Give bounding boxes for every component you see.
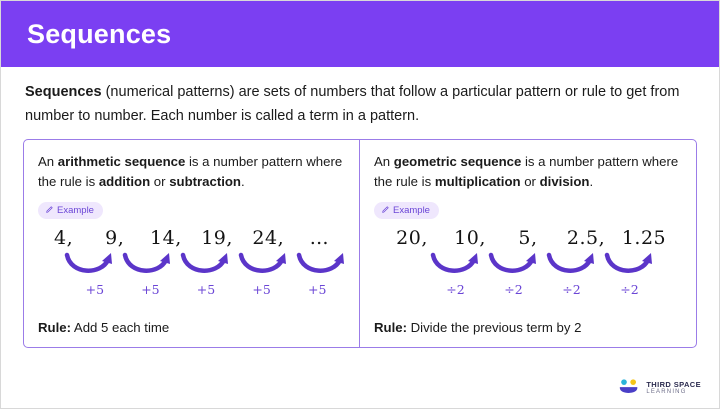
panel-arithmetic bbox=[24, 140, 360, 347]
sequence-operation: ÷2 bbox=[504, 282, 523, 298]
sequence-term: 4, bbox=[54, 227, 74, 250]
footer-logo bbox=[618, 378, 701, 398]
sequence-operations bbox=[374, 282, 682, 297]
arrow-icon bbox=[485, 251, 543, 281]
desc-term: arithmetic sequence bbox=[57, 153, 186, 169]
sequence-geometric bbox=[374, 227, 682, 313]
sequence-operation: ÷2 bbox=[620, 282, 639, 298]
rule-label: Rule: bbox=[374, 319, 407, 335]
arrow-icon bbox=[427, 251, 485, 281]
intro-rest: (numerical patterns) are sets of numbers that follow a particular pattern or rule to get from number to number. Each number is called a term in a pattern. bbox=[25, 84, 680, 124]
sequence-arithmetic bbox=[38, 227, 345, 313]
desc-term: geometric sequence bbox=[393, 153, 522, 169]
sequence-operation: +5 bbox=[85, 282, 105, 298]
sequence-term: 1.25 bbox=[621, 227, 667, 250]
sequence-term: 10, bbox=[454, 227, 486, 250]
third-space-learning-logo-icon bbox=[618, 378, 640, 398]
arrow-icon bbox=[119, 251, 177, 281]
panels-container bbox=[23, 139, 697, 348]
desc-text: or bbox=[520, 174, 540, 190]
rule-text: Add 5 each time bbox=[70, 319, 170, 335]
page-title: Sequences bbox=[27, 18, 172, 49]
sequence-terms bbox=[38, 227, 345, 249]
desc-op2: division bbox=[539, 174, 590, 190]
desc-text: or bbox=[150, 174, 170, 190]
desc-text: . bbox=[589, 174, 594, 190]
sequence-term: 20, bbox=[396, 227, 428, 250]
arrow-icon bbox=[177, 251, 235, 281]
desc-text: is a number pattern where the rule is bbox=[374, 153, 679, 190]
pencil-icon bbox=[381, 206, 389, 214]
example-badge-label: Example bbox=[393, 204, 430, 216]
logo-top-line: THIRD SPACE bbox=[646, 379, 701, 389]
sequence-term: … bbox=[309, 227, 330, 250]
sequence-term: 24, bbox=[252, 227, 285, 250]
example-badge-geometric bbox=[374, 202, 439, 219]
desc-text: . bbox=[241, 174, 245, 190]
sequence-terms bbox=[374, 227, 682, 249]
sequence-term: 19, bbox=[201, 227, 233, 250]
sequence-operation: ÷2 bbox=[446, 282, 465, 298]
logo-bottom-line: LEARNING bbox=[646, 388, 687, 395]
logo-wordmark bbox=[646, 381, 701, 395]
example-badge-label: Example bbox=[57, 204, 94, 216]
sequence-operation: +5 bbox=[196, 282, 216, 298]
sequence-term: 14, bbox=[150, 227, 182, 250]
panel-geometric bbox=[360, 140, 696, 347]
example-badge-arithmetic bbox=[38, 202, 103, 219]
sequence-operation: +5 bbox=[307, 282, 327, 298]
sequence-term: 5, bbox=[518, 227, 538, 250]
sequence-operation: +5 bbox=[252, 282, 271, 298]
rule-text: Divide the previous term by 2 bbox=[406, 319, 582, 335]
intro-paragraph bbox=[1, 67, 719, 135]
sequence-operation: +5 bbox=[141, 282, 160, 298]
intro-bold-lead: Sequences bbox=[25, 84, 102, 100]
desc-text: An bbox=[38, 153, 58, 169]
arrow-icon bbox=[601, 251, 659, 281]
arrow-icon bbox=[61, 251, 119, 281]
pencil-icon bbox=[45, 206, 53, 214]
rule-geometric bbox=[374, 320, 581, 335]
sequence-arrows bbox=[374, 251, 682, 281]
desc-text: is a number pattern where the rule is bbox=[38, 153, 343, 190]
panel-geometric-description bbox=[374, 152, 682, 193]
page-header bbox=[1, 1, 719, 67]
arrow-icon bbox=[543, 251, 601, 281]
sequence-term: 9, bbox=[105, 227, 125, 250]
panel-arithmetic-description bbox=[38, 152, 345, 193]
sequence-operations bbox=[38, 282, 345, 297]
desc-op2: subtraction bbox=[169, 174, 241, 190]
desc-op1: multiplication bbox=[434, 174, 521, 190]
sequence-arrows bbox=[38, 251, 345, 281]
arrow-icon bbox=[235, 251, 293, 281]
rule-label: Rule: bbox=[38, 319, 71, 335]
desc-text: An bbox=[374, 153, 394, 169]
desc-op1: addition bbox=[98, 174, 151, 190]
arrow-icon bbox=[293, 251, 351, 281]
sequence-term: 2.5, bbox=[566, 227, 606, 250]
rule-arithmetic bbox=[38, 320, 169, 335]
sequence-operation: ÷2 bbox=[562, 282, 581, 298]
